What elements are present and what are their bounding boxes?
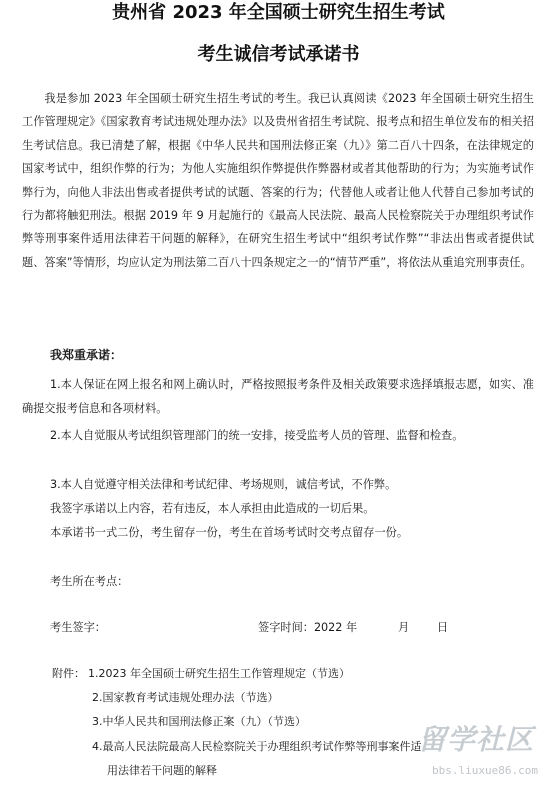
site-watermark bbox=[418, 718, 553, 786]
day-label: 日 bbox=[437, 621, 449, 634]
commit-item-1: 1.本人保证在网上报名和网上确认时，严格按照报考条件及相关政策要求选择填报志愿，如实、准确提交报考信息和各项材料。 bbox=[22, 378, 534, 415]
watermark-brand: 留学社区 bbox=[418, 723, 535, 756]
attachment-item-2: 2.国家教育考试违规处理办法（节选） bbox=[92, 691, 279, 704]
exam-site-field: 考生所在考点： bbox=[50, 575, 129, 588]
attachment-item-3: 3.中华人民共和国刑法修正案（九）（节选） bbox=[92, 715, 306, 728]
attachment-item-4-cont: 用法律若干问题的解释 bbox=[107, 764, 217, 777]
commit-item-2: 2.本人自觉服从考试组织管理部门的统一安排，接受监考人员的管理、监督和检查。 bbox=[50, 429, 464, 442]
watermark-url: bbs.liuxue86.com bbox=[432, 764, 538, 777]
document-title: 贵州省 2023 年全国硕士研究生招生考试 bbox=[112, 2, 445, 23]
attachment-item-4: 4.最高人民法院最高人民检察院关于办理组织考试作弊等刑事案件适 bbox=[92, 740, 422, 753]
commit-item-3: 3.本人自觉遵守相关法律和考试纪律、考场规则，诚信考试，不作弊。 bbox=[50, 478, 397, 491]
commit-heading: 我郑重承诺： bbox=[50, 348, 123, 362]
attachments-label: 附件： bbox=[52, 667, 85, 680]
commit-statement: 我签字承诺以上内容，若有违反，本人承担由此造成的一切后果。 bbox=[50, 502, 375, 515]
attachment-item-1: 1.2023 年全国硕士研究生招生工作管理规定（节选） bbox=[88, 667, 350, 680]
month-label: 月 bbox=[398, 621, 410, 634]
copies-statement: 本承诺书一式二份，考生留存一份，考生在首场考试时交考点留存一份。 bbox=[50, 526, 409, 539]
document-subtitle: 考生诚信考试承诺书 bbox=[197, 44, 360, 65]
signature-field: 考生签字： bbox=[50, 621, 106, 634]
intro-paragraph: 我是参加 2023 年全国硕士研究生招生考试的考生。我已认真阅读《2023 年全国硕士研究生招生工作管理规定》《国家教育考试违规处理办法》以及贵州省招生考试院、报考点和招生单位发布的相关招生考试信息。我已清楚了解，根据《中华人民共和国刑法修正案（九）》第二百八十四条，在法律规定的国家考试中，组织作弊的行为；为他人实施组织作弊提供作弊器材或者其他帮助的行为；为实施考试作弊行为，向他人非法出售或者提供考试的试题、答案的行为；代替他人或者让他人代替自己参加考试的行为都将触犯刑法。根据 2019 年 9 月起施行的《最高人民法院、最高人民检察院关于办理组织考试作弊等刑事案件适用法律若干问题的解释》，在研究生招生考试中“组织考试作弊”“非法出售或者提供试题、答案”等情形，均应认定为刑法第二百八十四条规定之一的“情节严重”，将依法从重追究刑事责任。 bbox=[22, 92, 534, 269]
sign-time-field: 签字时间：2022 年 bbox=[258, 621, 358, 634]
